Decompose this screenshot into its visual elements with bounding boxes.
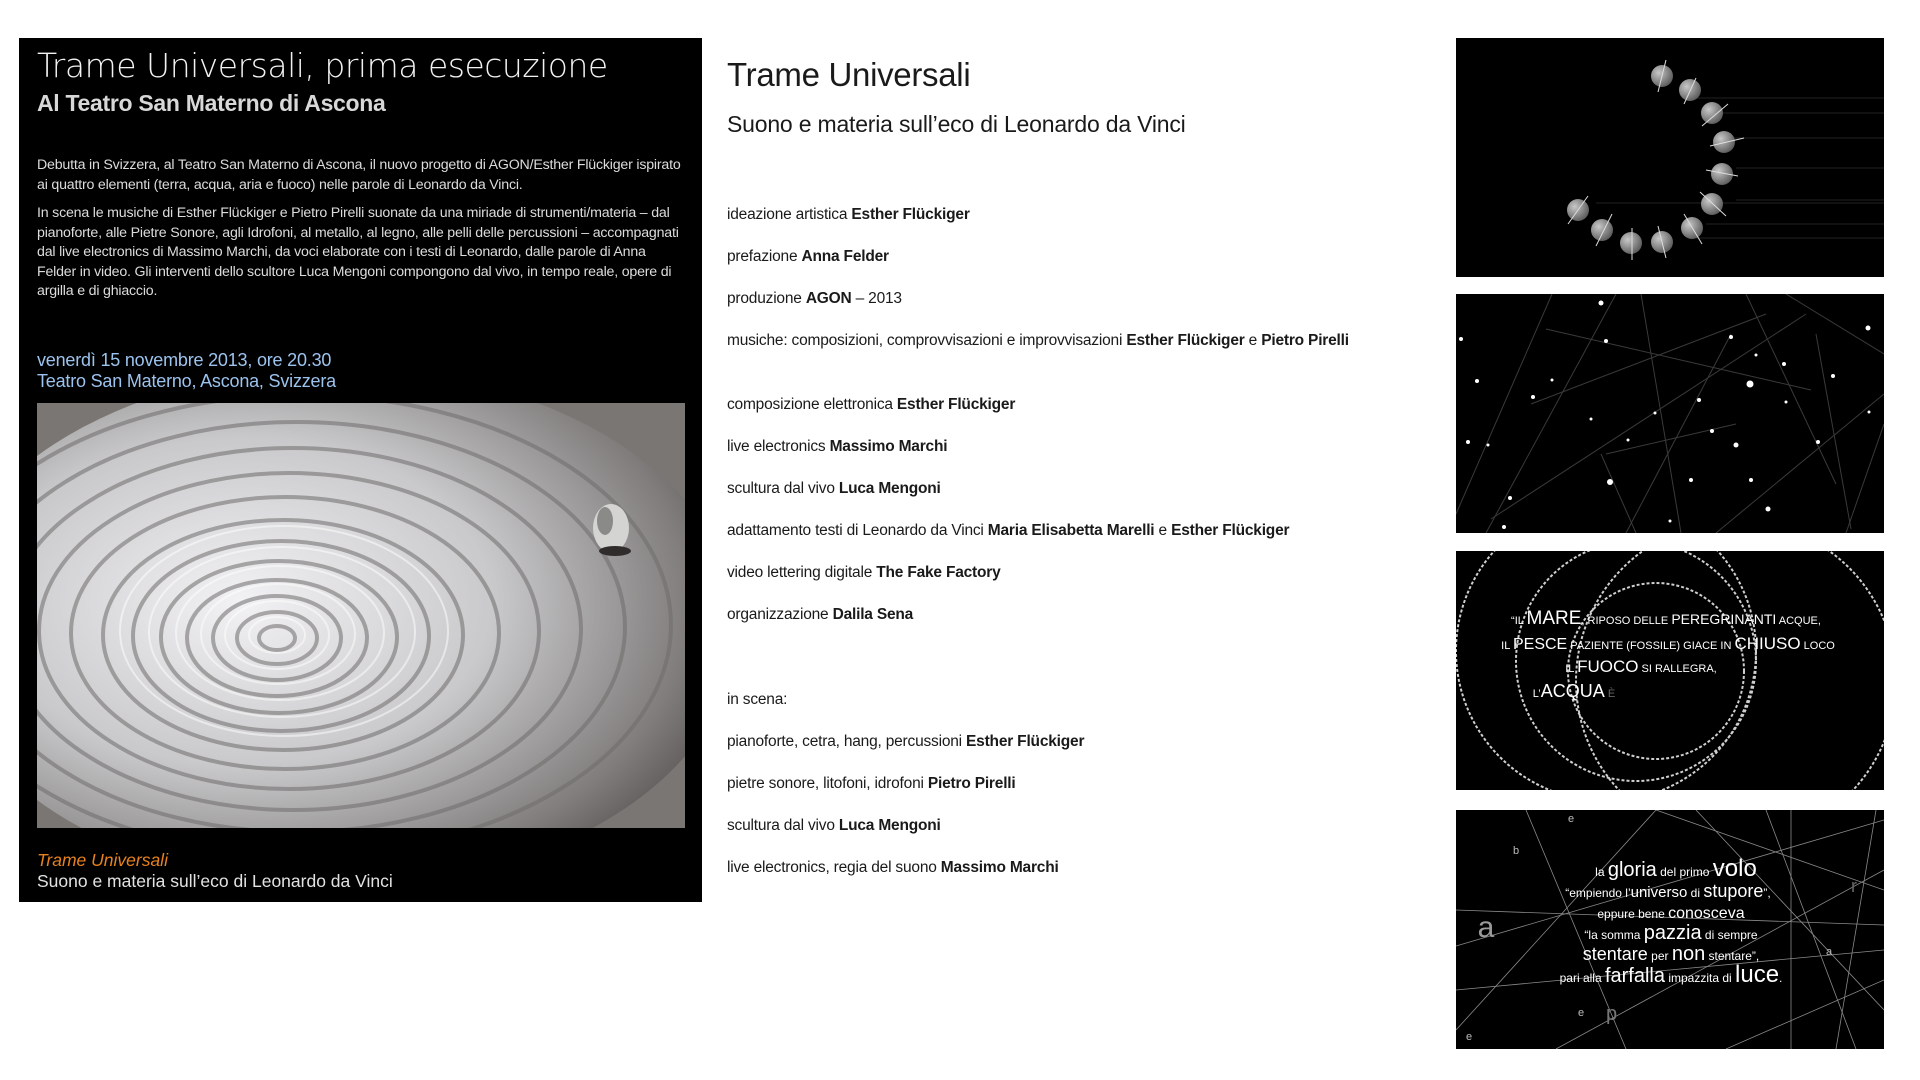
credit-name: Anna Felder (801, 248, 889, 265)
svg-text:la gloria del primo volo: la gloria del primo volo (1595, 855, 1757, 882)
svg-text:“la somma pazzia di sempre: “la somma pazzia di sempre (1584, 922, 1758, 944)
credit-item (727, 288, 1387, 310)
water-ripples-photo (37, 403, 685, 828)
credit-item (727, 562, 1387, 584)
video-still-poem (1456, 810, 1884, 1049)
credits-title: Trame Universali (727, 56, 971, 93)
video-still-stars (1456, 294, 1884, 533)
event-venue: Teatro San Materno, Ascona, Svizzera (37, 371, 336, 391)
svg-text:a: a (1477, 911, 1495, 944)
credit-role: video lettering digitale (727, 564, 873, 581)
svg-text:eppure bene conosceva: eppure bene conosceva (1597, 905, 1745, 922)
flyer-caption (37, 850, 393, 892)
credit-role: ideazione artistica (727, 206, 848, 223)
credit-item (727, 520, 1387, 542)
video-still-spheres (1456, 38, 1884, 277)
credit-role: prefazione (727, 248, 798, 265)
cast-role: live electronics, regia del suono (727, 859, 937, 876)
credit-role: composizione elettronica (727, 396, 893, 413)
svg-text:L’ACQUA È: L’ACQUA È (1532, 681, 1616, 701)
cast-item (727, 773, 1387, 795)
credit-item (727, 246, 1387, 268)
credit-name: Esther Flückiger (1171, 522, 1290, 539)
cast-role: pietre sonore, litofoni, idrofoni (727, 775, 924, 792)
credit-item (727, 330, 1367, 352)
credit-name: The Fake Factory (876, 564, 1001, 581)
cast-heading: in scena: (727, 691, 788, 708)
credit-name: Esther Flückiger (896, 396, 1016, 413)
event-flyer (19, 38, 702, 902)
credit-role: scultura dal vivo (727, 480, 835, 497)
cast-role: scultura dal vivo (727, 817, 835, 834)
caption-subtitle: Suono e materia sull’eco di Leonardo da Vinci (37, 871, 393, 891)
svg-text:e: e (1578, 1007, 1585, 1019)
caption-title: Trame Universali (37, 850, 168, 870)
cast-item (727, 815, 1387, 837)
credit-name: AGON (805, 290, 852, 307)
credit-role: organizzazione (727, 606, 829, 623)
credits-subtitle: Suono e materia sull’eco di Leonardo da Vinci (727, 111, 1186, 137)
credit-name: Maria Elisabetta Marelli (987, 522, 1155, 539)
cast-name: Massimo Marchi (940, 859, 1059, 876)
credit-joiner: e (1154, 522, 1172, 539)
video-still-text-circles (1456, 551, 1884, 790)
svg-text:“empiendo l’universo di stupor: “empiendo l’universo di stupore”, (1565, 881, 1771, 901)
credit-item (727, 478, 1387, 500)
svg-text:pari alla farfalla impazzita d: pari alla farfalla impazzita di luce. (1559, 961, 1783, 988)
svg-text:“IL MARE, RIPOSO DELLE PEREGRI: “IL MARE, RIPOSO DELLE PEREGRINANTI ACQUE, (1511, 608, 1821, 629)
cast-name: Pietro Pirelli (927, 775, 1016, 792)
credit-role: adattamento testi di Leonardo da Vinci (727, 522, 984, 539)
svg-text:stentare per non stentare”,: stentare per non stentare”, (1582, 943, 1760, 965)
cast-item (727, 857, 1387, 879)
svg-text:e: e (1466, 1031, 1473, 1043)
credit-item (727, 436, 1387, 458)
flyer-description (37, 156, 687, 311)
cast-name: Esther Flückiger (966, 733, 1085, 750)
svg-text:IL PESCE PAZIENTE (FOSSILE) GI: IL PESCE PAZIENTE (FOSSILE) GIACE IN CHIUSO LOCO (1501, 634, 1835, 653)
credit-joiner: e (1244, 332, 1262, 349)
credit-name: Massimo Marchi (829, 438, 948, 455)
svg-text:b: b (1513, 845, 1520, 857)
svg-text:a: a (1826, 946, 1833, 958)
credit-item (727, 204, 1387, 226)
flyer-paragraph: In scena le musiche di Esther Flückiger e Pietro Pirelli suonate da una miriade di strumenti/materia – dal pianoforte, alle Pietre Sonore, agli Idrofoni, al metallo, al legno, alle pelli delle percussioni – accompagnati dal live electronics di Massimo Marchi, da voci elaborate con i testi di Leonardo, dalle parole di Anna Felder in video. Gli interventi dello scultore Luca Mengoni compongono dal vivo, in tempo reale, opere di argilla e di ghiaccio. (37, 205, 679, 299)
credit-item (727, 394, 1387, 416)
svg-text:IL FUOCO SI RALLEGRA,: IL FUOCO SI RALLEGRA, (1565, 657, 1717, 676)
credit-role: musiche: composizioni, comprovvisazioni e improvvisazioni (727, 332, 1123, 349)
credits-section (727, 56, 1387, 876)
credit-name: Esther Flückiger (1126, 332, 1245, 349)
cast-role: pianoforte, cetra, hang, percussioni (727, 733, 962, 750)
credit-name: Pietro Pirelli (1261, 332, 1349, 349)
cast-item (727, 731, 1387, 753)
credit-name: Dalila Sena (832, 606, 914, 623)
svg-text:e: e (1568, 813, 1575, 825)
credit-name: Esther Flückiger (851, 206, 970, 223)
credit-name: Luca Mengoni (838, 480, 941, 497)
flyer-paragraph: Debutta in Svizzera, al Teatro San Materno di Ascona, il nuovo progetto di AGON/Esther Flückiger ispirato ai quattro elementi (terra, acqua, aria e fuoco) nelle parole di Leonardo da Vinci. (37, 157, 681, 193)
cast-name: Luca Mengoni (838, 817, 941, 834)
credit-role: produzione (727, 290, 802, 307)
svg-text:p: p (1606, 1003, 1618, 1025)
credit-item (727, 604, 1387, 626)
event-datetime (37, 350, 336, 392)
event-date: venerdì 15 novembre 2013, ore 20.30 (37, 350, 332, 370)
flyer-subtitle: Al Teatro San Materno di Ascona (37, 90, 386, 116)
credit-suffix: – 2013 (851, 290, 902, 307)
svg-text:r: r (1851, 876, 1857, 896)
credit-role: live electronics (727, 438, 826, 455)
flyer-title: Trame Universali, prima esecuzione (37, 46, 608, 85)
